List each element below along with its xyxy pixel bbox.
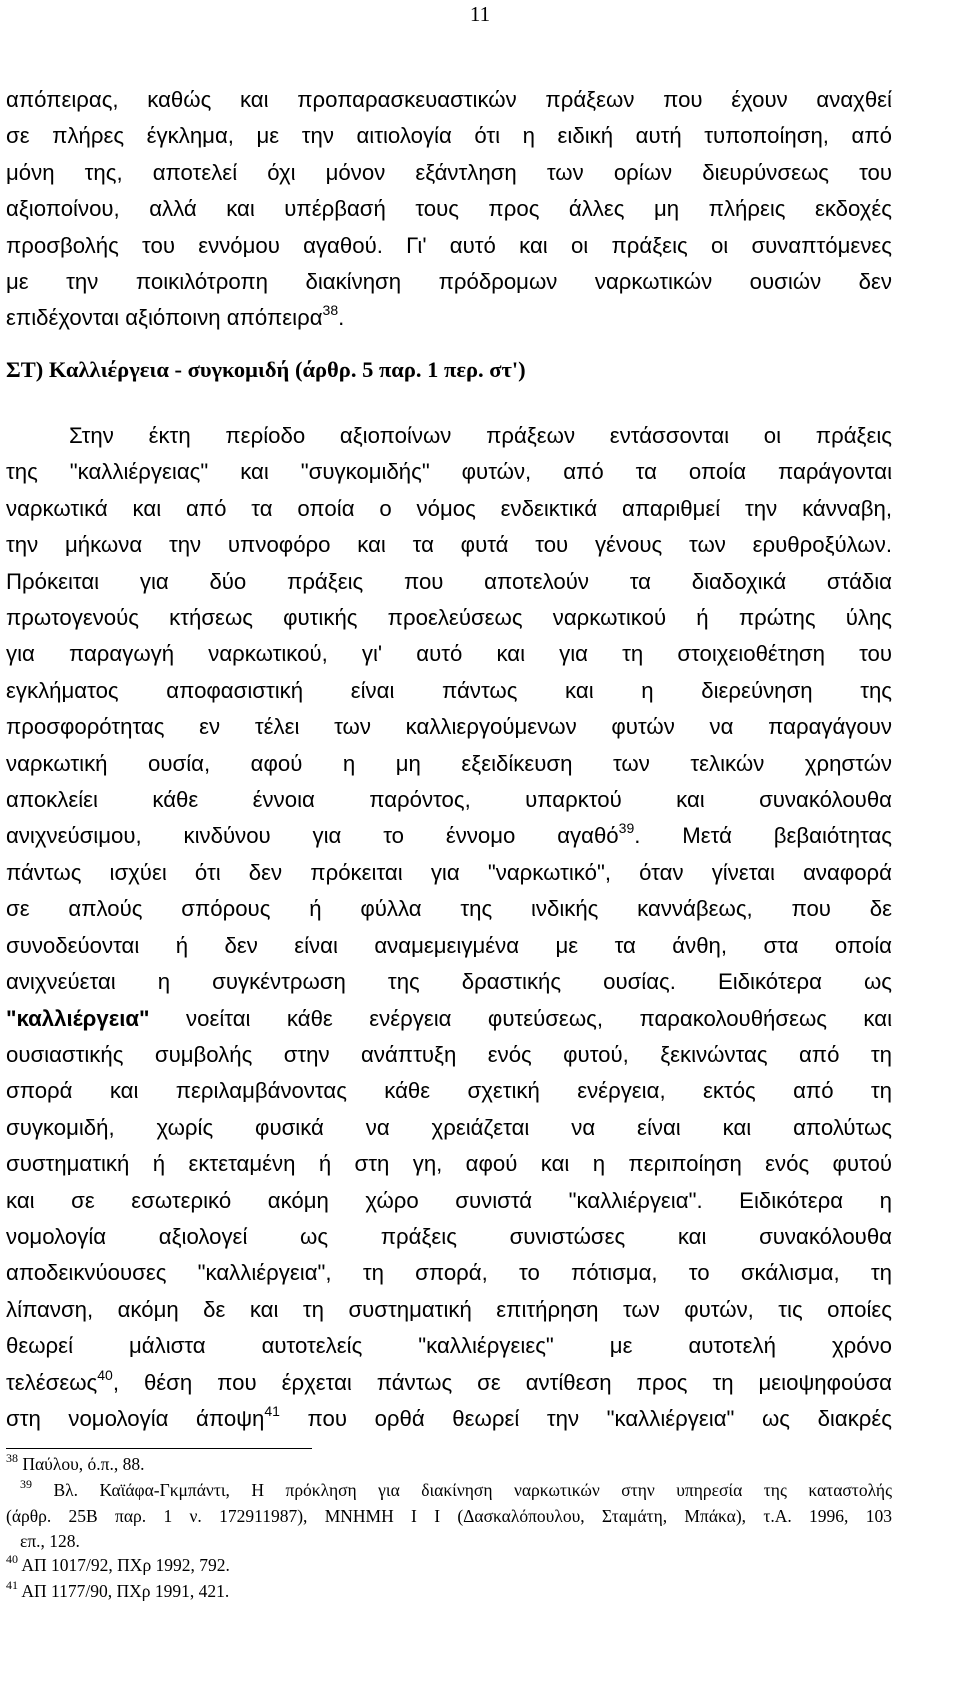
footnote-text: ΑΠ 1017/92, ΠΧρ 1992, 792.	[18, 1554, 230, 1575]
text-line: πρωτογενούς κτήσεως φυτικής προελεύσεως ναρκωτικού ή πρώτης ύλης	[6, 605, 892, 631]
text-line: Στην έκτη περίοδο αξιοποίνων πράξεων εντάσσονται οι πράξεις	[69, 423, 892, 448]
text-line	[6, 1365, 892, 1401]
text-line: με την ποικιλότροπη διακίνηση πρόδρομων ναρκωτικών ουσιών δεν	[6, 269, 892, 295]
text-line	[6, 1401, 892, 1437]
footnote-text: Παύλου, ό.π., 88.	[18, 1454, 145, 1474]
bold-term: "καλλιέργεια"	[6, 1005, 150, 1031]
text-segment: νοείται κάθε ενέργεια φυτεύσεως, παρακολουθήσεως και	[149, 1005, 892, 1031]
text-line: για παραγωγή ναρκωτικού, γι' αυτό και για τη στοιχειοθέτηση του	[6, 641, 892, 667]
footnote-38	[6, 1452, 892, 1478]
text-line: αποδεικνύουσες "καλλιέργεια", τη σπορά, το πότισμα, το σκάλισμα, τη	[6, 1260, 892, 1286]
text-segment: .	[338, 305, 345, 331]
text-line: ναρκωτικά και από τα οποία ο νόμος ενδεικτικά απαριθμεί την κάνναβη,	[6, 495, 892, 521]
text-line: σε πλήρες έγκλημα, με την αιτιολογία ότι η ειδική αυτή τυποποίηση, από	[6, 123, 892, 149]
text-segment: , θέση που έρχεται πάντως σε αντίθεση προς τη μειοψηφούσα	[112, 1369, 892, 1395]
footnote-marker: 39	[20, 1477, 32, 1492]
text-line: αποκλείει κάθε έννοια παρόντος, υπαρκτού και συνακόλουθα	[6, 787, 892, 813]
text-line: και σε εσωτερικό ακόμη χώρο συνιστά "καλλιέργεια". Ειδικότερα η	[6, 1187, 892, 1213]
text-line: συστηματική ή εκτεταμένη ή στη γη, αφού και η περιποίηση ενός φυτού	[6, 1151, 892, 1177]
text-segment: επιδέχονται αξιόποινη απόπειρα	[6, 305, 323, 331]
section-heading: ΣΤ) Καλλιέργεια - συγκομιδή (άρθρ. 5 παρ. 1 περ. στ')	[6, 357, 526, 382]
intro-paragraph	[6, 82, 892, 337]
text-line: σε απλούς σπόρους ή φύλλα της ινδικής καννάβεως, που δε	[6, 896, 892, 922]
text-segment: ανιχνεύσιμου, κινδύνου για το έννομο αγαθό	[6, 823, 619, 849]
text-segment: . Μετά βεβαιότητας	[634, 823, 893, 849]
text-line: ναρκωτική ουσία, αφού η μη εξειδίκευση των τελικών χρηστών	[6, 750, 892, 776]
footnote-ref-41[interactable]: 41	[264, 1402, 280, 1419]
footnote-39-cont: (άρθρ. 25Β παρ. 1 ν. 172911987), ΜΝΗΜΗ Ι Ι (Δασκαλόπουλου, Σταμάτη, Μπάκα), τ.Α. 1996, 103	[6, 1506, 892, 1527]
footnote-39	[6, 1478, 892, 1504]
footnote-ref-40[interactable]: 40	[97, 1366, 113, 1383]
text-line	[6, 818, 892, 854]
footnotes	[6, 1452, 892, 1605]
text-line	[6, 300, 892, 336]
text-line: προσφορότητας εν τέλει των καλλιεργούμενων φυτών να παραγάγουν	[6, 714, 892, 740]
text-segment: στη νομολογία άποψη	[6, 1405, 265, 1431]
main-paragraph	[6, 418, 892, 1437]
footnote-marker: 38	[6, 1451, 18, 1465]
page-number: 11	[469, 2, 491, 26]
text-line: συγκομιδή, χωρίς φυσικά να χρειάζεται να είναι και απολύτως	[6, 1114, 892, 1140]
footnote-ref-39[interactable]: 39	[618, 820, 635, 837]
footnote-marker: 40	[6, 1551, 18, 1566]
footnote-text: ΑΠ 1177/90, ΠΧρ 1991, 421.	[18, 1581, 230, 1602]
text-line	[6, 1001, 892, 1037]
text-line: απόπειρας, καθώς και προπαρασκευαστικών πράξεων που έχουν αναχθεί	[6, 87, 892, 112]
footnote-ref-38[interactable]: 38	[322, 302, 339, 319]
text-line: προσβολής του εννόμου αγαθού. Γι' αυτό και οι πράξεις οι συναπτόμενες	[6, 232, 892, 258]
footnote-marker: 41	[6, 1578, 18, 1593]
footnote-41	[6, 1579, 892, 1605]
text-segment: τελέσεως	[6, 1369, 98, 1395]
footnote-39-cont: επ., 128.	[20, 1530, 80, 1551]
footnote-40	[6, 1553, 892, 1579]
text-line: Πρόκειται για δύο πράξεις που αποτελούν τα διαδοχικά στάδια	[6, 568, 892, 594]
text-line: εγκλήματος αποφασιστική είναι πάντως και η διερεύνηση της	[6, 677, 892, 703]
text-line: πάντως ισχύει ότι δεν πρόκειται για "ναρκωτικό", όταν γίνεται αναφορά	[6, 859, 892, 885]
text-line: θεωρεί μάλιστα αυτοτελείς "καλλιέργειες" με αυτοτελή χρόνο	[6, 1333, 892, 1359]
text-line: την μήκωνα την υπνοφόρο και τα φυτά του γένους των ερυθροξύλων.	[6, 532, 892, 558]
text-line: ανιχνεύεται η συγκέντρωση της δραστικής ουσίας. Ειδικότερα ως	[6, 969, 892, 995]
text-segment: που ορθά θεωρεί την "καλλιέργεια" ως διακρές	[279, 1405, 892, 1431]
text-line: ουσιαστικής συμβολής στην ανάπτυξη ενός φυτού, ξεκινώντας από τη	[6, 1041, 892, 1067]
text-line: αξιοποίνου, αλλά και υπέρβασή τους προς άλλες μη πλήρεις εκδοχές	[6, 196, 892, 222]
text-line: συνοδεύονται ή δεν είναι αναμεμειγμένα με τα άνθη, στα οποία	[6, 932, 892, 958]
text-line: νομολογία αξιολογεί ως πράξεις συνιστώσες και συνακόλουθα	[6, 1223, 892, 1249]
text-line: μόνη της, αποτελεί όχι μόνον εξάντληση των ορίων διευρύνσεως του	[6, 159, 892, 185]
text-line: της "καλλιέργειας" και "συγκομιδής" φυτών, από τα οποία παράγονται	[6, 459, 892, 485]
footnote-separator	[6, 1448, 312, 1449]
text-line: σπορά και περιλαμβάνοντας κάθε σχετική ενέργεια, εκτός από τη	[6, 1078, 892, 1104]
text-line: λίπανση, ακόμη δε και τη συστηματική επιτήρηση των φυτών, τις οποίες	[6, 1296, 892, 1322]
footnote-text: Βλ. Καϊάφα-Γκμπάντι, Η πρόκληση για διακίνηση ναρκωτικών στην υπηρεσία της καταστολής	[32, 1480, 892, 1501]
